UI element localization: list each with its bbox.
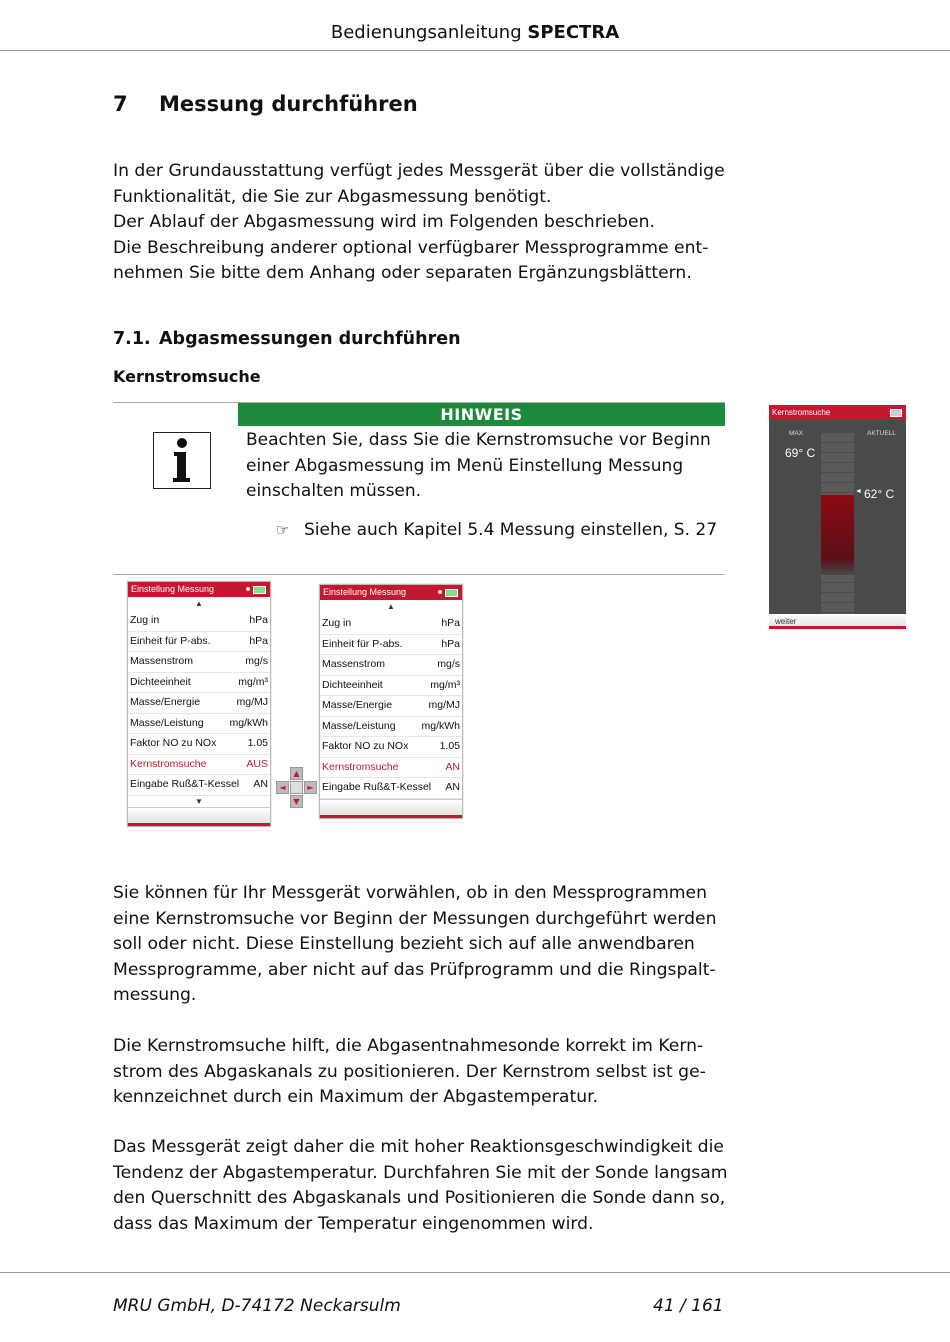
note-bottom-rule xyxy=(113,574,725,575)
dpad-icon xyxy=(276,767,318,809)
screen-title: Einstellung Messung xyxy=(131,584,215,594)
row-label: Masse/Leistung xyxy=(322,719,396,732)
body-line: Das Messgerät zeigt daher die mit hoher Reaktionsgeschwindigkeit die xyxy=(113,1137,724,1157)
subsection-heading: Kernstromsuche xyxy=(113,367,261,386)
row-label: Kernstromsuche xyxy=(130,757,207,770)
footer-rule xyxy=(0,1272,950,1273)
row-value: hPa xyxy=(441,637,460,650)
settings-row[interactable] xyxy=(320,635,462,656)
row-value: hPa xyxy=(441,617,460,629)
row-label: Masse/Leistung xyxy=(130,716,204,729)
section-number: 7.1. xyxy=(113,329,151,349)
header-product: SPECTRA xyxy=(527,22,620,43)
body-line: Sie können für Ihr Messgerät vorwählen, ob in den Messprogrammen xyxy=(113,883,708,903)
row-label: Masse/Energie xyxy=(130,696,201,708)
settings-row[interactable] xyxy=(320,737,462,758)
row-label: Dichteeinheit xyxy=(322,678,383,691)
section-heading xyxy=(113,329,461,349)
row-label: Masse/Energie xyxy=(322,699,393,711)
see-also xyxy=(276,520,717,540)
dpad-right-icon: ► xyxy=(304,781,317,794)
row-value: 1.05 xyxy=(439,740,460,752)
kernstrom-screen xyxy=(769,405,906,629)
row-label: Faktor NO zu NOx xyxy=(322,740,409,752)
row-value: mg/MJ xyxy=(236,696,268,708)
dpad-center-icon xyxy=(290,781,303,794)
settings-row[interactable] xyxy=(128,714,270,735)
body-line: eine Kernstromsuche vor Beginn der Messungen durchgeführt werden xyxy=(113,908,717,929)
screen-titlebar xyxy=(128,582,270,597)
info-icon xyxy=(153,432,211,489)
footer-company: MRU GmbH, D-74172 Neckarsulm xyxy=(113,1296,401,1316)
settings-row[interactable] xyxy=(128,734,270,755)
body-line: Messprogramme, aber nicht auf das Prüfprogramm und die Ringspalt- xyxy=(113,959,716,980)
dpad-up-icon: ▲ xyxy=(290,767,303,780)
row-label: Dichteeinheit xyxy=(130,675,191,688)
row-value: AN xyxy=(253,778,268,790)
settings-row[interactable] xyxy=(128,652,270,673)
row-value: AUS xyxy=(246,757,268,770)
dpad-down-icon: ▼ xyxy=(290,795,303,808)
body-paragraph xyxy=(113,881,733,1009)
row-value: mg/kWh xyxy=(421,719,460,732)
row-label: Faktor NO zu NOx xyxy=(130,737,217,749)
status-dot-icon xyxy=(438,590,442,594)
settings-row[interactable] xyxy=(320,655,462,676)
row-value: mg/s xyxy=(437,658,460,670)
settings-row[interactable] xyxy=(320,676,462,697)
row-label: Einheit für P-abs. xyxy=(322,637,403,650)
intro-line: In der Grundausstattung verfügt jedes Messgerät über die vollständige xyxy=(113,161,725,181)
kernstrom-titlebar xyxy=(769,405,906,420)
settings-row[interactable] xyxy=(128,673,270,694)
max-label: MAX xyxy=(789,430,804,437)
device-screen-left xyxy=(127,581,271,827)
header-rule xyxy=(0,50,950,51)
settings-row[interactable] xyxy=(320,778,462,799)
footer-page-number: 41 / 161 xyxy=(653,1296,724,1316)
kernstrom-title: Kernstromsuche xyxy=(772,408,831,417)
intro-paragraph xyxy=(113,159,733,287)
body-line: strom des Abgaskanals zu positionieren. Der Kernstrom selbst ist ge- xyxy=(113,1061,706,1082)
settings-row-kernstromsuche[interactable] xyxy=(320,758,462,779)
intro-line: Die Beschreibung anderer optional verfügbarer Messprogramme ent- xyxy=(113,237,709,258)
body-line: Die Kernstromsuche hilft, die Abgasentnahmesonde korrekt im Kern- xyxy=(113,1036,704,1056)
weiter-button[interactable]: weiter xyxy=(769,614,906,629)
row-label: Massenstrom xyxy=(322,658,386,670)
battery-icon xyxy=(890,409,902,417)
settings-row[interactable] xyxy=(320,696,462,717)
status-dot-icon xyxy=(246,587,250,591)
settings-row-kernstromsuche[interactable] xyxy=(128,755,270,776)
pointing-hand-icon: ☞ xyxy=(276,521,290,539)
note-banner: HINWEIS xyxy=(238,403,725,426)
battery-icon xyxy=(253,586,266,594)
row-value: mg/kWh xyxy=(229,716,268,729)
row-label: Massenstrom xyxy=(130,655,194,667)
row-value: 1.05 xyxy=(247,737,268,749)
row-value: mg/m³ xyxy=(430,678,460,691)
note-line: Beachten Sie, dass Sie die Kernstromsuche vor Beginn xyxy=(246,430,711,450)
row-label: Eingabe Ruß&T-Kessel xyxy=(322,781,432,793)
row-label: Zug in xyxy=(322,617,352,629)
chapter-number: 7 xyxy=(113,92,128,116)
body-line: soll oder nicht. Diese Einstellung bezieht sich auf alle anwendbaren xyxy=(113,934,695,955)
header-prefix: Bedienungsanleitung xyxy=(330,22,522,43)
settings-row[interactable] xyxy=(128,611,270,632)
row-value: mg/s xyxy=(245,655,268,667)
max-temperature: 69° C xyxy=(785,446,816,460)
chapter-title: Messung durchführen xyxy=(159,92,418,116)
row-value: hPa xyxy=(249,634,268,647)
row-label: Einheit für P-abs. xyxy=(130,634,211,647)
body-line: messung. xyxy=(113,985,197,1006)
page-header xyxy=(0,22,950,43)
row-value: hPa xyxy=(249,614,268,626)
settings-row[interactable] xyxy=(320,717,462,738)
body-line: den Querschnitt des Abgaskanals und Positionieren die Sonde dann so, xyxy=(113,1188,726,1209)
device-screen-right xyxy=(319,584,463,819)
settings-row[interactable] xyxy=(320,614,462,635)
settings-row[interactable] xyxy=(128,775,270,796)
note-text xyxy=(246,428,716,505)
see-also-text: Siehe auch Kapitel 5.4 Messung einstellen, S. 27 xyxy=(304,520,718,540)
intro-line: Funktionalität, die Sie zur Abgasmessung benötigt. xyxy=(113,186,552,207)
battery-icon xyxy=(445,589,458,597)
pointer-icon: ◄ xyxy=(855,488,862,495)
body-line: Tendenz der Abgastemperatur. Durchfahren Sie mit der Sonde langsam xyxy=(113,1162,728,1183)
screen-footer xyxy=(320,799,462,818)
screen-title: Einstellung Messung xyxy=(323,587,407,597)
row-value: mg/MJ xyxy=(428,699,460,711)
intro-line: Der Ablauf der Abgasmessung wird im Folgenden beschrieben. xyxy=(113,212,655,233)
scroll-down-icon[interactable]: ▼ xyxy=(195,796,203,806)
screen-footer xyxy=(128,807,270,826)
chapter-heading xyxy=(113,92,418,116)
dpad-left-icon: ◄ xyxy=(276,781,289,794)
scroll-up-icon[interactable]: ▲ xyxy=(195,599,203,608)
body-paragraph xyxy=(113,1034,733,1111)
row-value: AN xyxy=(445,760,460,773)
row-label: Kernstromsuche xyxy=(322,760,399,773)
settings-row[interactable] xyxy=(128,693,270,714)
body-line: kennzeichnet durch ein Maximum der Abgastemperatur. xyxy=(113,1087,599,1108)
screen-titlebar xyxy=(320,585,462,600)
note-line: einer Abgasmessung im Menü Einstellung Messung xyxy=(246,455,684,476)
temperature-bar xyxy=(821,495,854,575)
intro-line: nehmen Sie bitte dem Anhang oder separaten Ergänzungsblättern. xyxy=(113,263,692,284)
current-temperature: 62° C xyxy=(864,487,895,501)
scroll-up-icon[interactable]: ▲ xyxy=(387,602,395,611)
row-label: Eingabe Ruß&T-Kessel xyxy=(130,778,240,790)
settings-row[interactable] xyxy=(128,632,270,653)
body-paragraph xyxy=(113,1135,733,1237)
row-value: AN xyxy=(445,781,460,793)
body-line: dass das Maximum der Temperatur eingenommen wird. xyxy=(113,1213,594,1234)
row-value: mg/m³ xyxy=(238,675,268,688)
aktuell-label: AKTUELL xyxy=(867,430,896,437)
row-label: Zug in xyxy=(130,614,160,626)
section-title: Abgasmessungen durchführen xyxy=(159,329,461,349)
note-line: einschalten müssen. xyxy=(246,481,422,502)
